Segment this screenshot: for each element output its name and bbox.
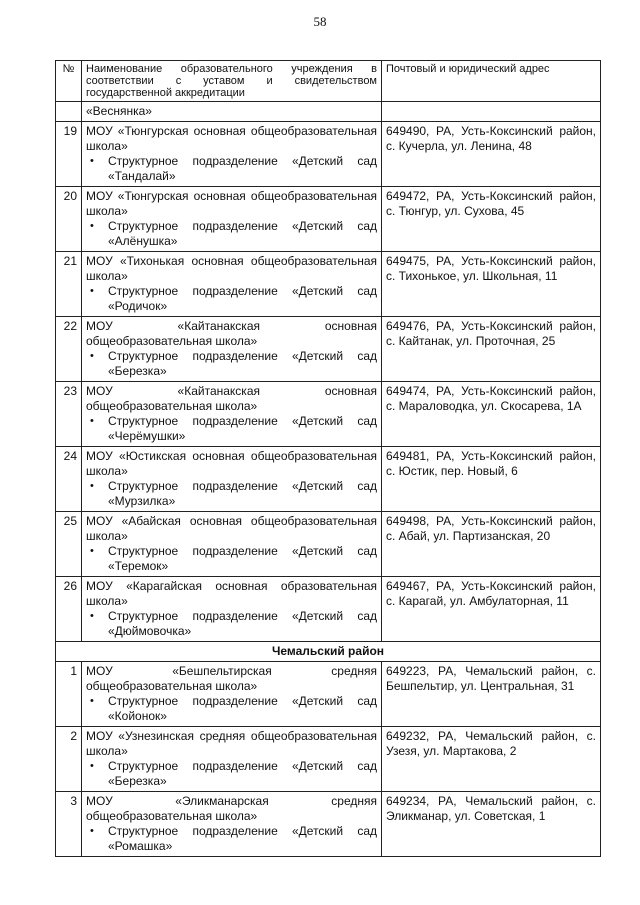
subdivision <box>86 284 377 314</box>
subdivision-text: Структурное подразделение «Детский сад «Тандалай» <box>108 154 377 183</box>
table-row <box>56 512 601 577</box>
bullet-icon: • <box>90 825 94 837</box>
row-number: 22 <box>56 317 82 382</box>
address-cell: 649498, РА, Усть-Коксинский район, с. Абай, ул. Партизанская, 20 <box>382 512 601 577</box>
institution-cell <box>82 187 382 252</box>
table-row <box>56 727 601 792</box>
subdivision <box>86 824 377 854</box>
row-number: 21 <box>56 252 82 317</box>
continuation-text: «Веснянка» <box>82 102 382 122</box>
institution-cell <box>82 317 382 382</box>
institution-cell <box>82 727 382 792</box>
subdivision <box>86 544 377 574</box>
institution-name: МОУ «Кайтанакская основная общеобразовательная школа» <box>86 384 377 413</box>
address-cell: 649490, РА, Усть-Коксинский район, с. Кучерла, ул. Ленина, 48 <box>382 122 601 187</box>
row-number: 2 <box>56 727 82 792</box>
address-cell: 649476, РА, Усть-Коксинский район, с. Кайтанак, ул. Проточная, 25 <box>382 317 601 382</box>
subdivision <box>86 759 377 789</box>
subdivision-text: Структурное подразделение «Детский сад «Койонок» <box>108 694 377 723</box>
subdivision-text: Структурное подразделение «Детский сад «Березка» <box>108 759 377 788</box>
table-header-row <box>56 61 601 102</box>
subdivision-text: Структурное подразделение «Детский сад «Мурзилка» <box>108 479 377 508</box>
header-address: Почтовый и юридический адрес <box>382 61 601 102</box>
subdivision <box>86 219 377 249</box>
row-number: 1 <box>56 662 82 727</box>
table-body-ust-koksa <box>56 102 601 642</box>
subdivision <box>86 414 377 444</box>
table-row <box>56 317 601 382</box>
table-row <box>56 792 601 857</box>
address-cell: 649234, РА, Чемальский район, с. Эликманар, ул. Советская, 1 <box>382 792 601 857</box>
address-cell: 649474, РА, Усть-Коксинский район, с. Мараловодка, ул. Скосарева, 1А <box>382 382 601 447</box>
address-cell: 649467, РА, Усть-Коксинский район, с. Карагай, ул. Амбулаторная, 11 <box>382 577 601 642</box>
header-num: № <box>56 61 82 102</box>
institutions-table <box>55 60 601 857</box>
table-row <box>56 577 601 642</box>
address-cell: 649223, РА, Чемальский район, с. Бешпельтир, ул. Центральная, 31 <box>382 662 601 727</box>
institution-name: МОУ «Тюнгурская основная общеобразовательная школа» <box>86 124 377 153</box>
institution-cell <box>82 577 382 642</box>
subdivision-text: Структурное подразделение «Детский сад «Березка» <box>108 349 377 378</box>
institution-name: МОУ «Карагайская основная образовательная школа» <box>86 579 377 608</box>
table-row <box>56 187 601 252</box>
row-number: 25 <box>56 512 82 577</box>
bullet-icon: • <box>90 415 94 427</box>
row-number: 3 <box>56 792 82 857</box>
row-number: 26 <box>56 577 82 642</box>
table-row <box>56 252 601 317</box>
bullet-icon: • <box>90 480 94 492</box>
header-name: Наименование образовательного учреждения в соответствии с уставом и свидетельством государственной аккредитации <box>82 61 382 102</box>
institution-name: МОУ «Абайская основная общеобразовательная школа» <box>86 514 377 543</box>
institution-name: МОУ «Эликманарская средняя общеобразовательная школа» <box>86 794 377 823</box>
institution-cell <box>82 252 382 317</box>
subdivision <box>86 349 377 379</box>
institution-name: МОУ «Кайтанакская основная общеобразовательная школа» <box>86 319 377 348</box>
bullet-icon: • <box>90 610 94 622</box>
bullet-icon: • <box>90 155 94 167</box>
subdivision <box>86 154 377 184</box>
institution-cell <box>82 512 382 577</box>
bullet-icon: • <box>90 350 94 362</box>
subdivision <box>86 609 377 639</box>
institution-name: МОУ «Тихонькая основная общеобразовательная школа» <box>86 254 377 283</box>
address-cell: 649472, РА, Усть-Коксинский район, с. Тюнгур, ул. Сухова, 45 <box>382 187 601 252</box>
address-cell: 649475, РА, Усть-Коксинский район, с. Тихонькое, ул. Школьная, 11 <box>382 252 601 317</box>
district-heading: Чемальский район <box>56 642 601 662</box>
row-number: 20 <box>56 187 82 252</box>
continuation-row <box>56 102 601 122</box>
subdivision-text: Структурное подразделение «Детский сад «Родичок» <box>108 284 377 313</box>
table-row <box>56 382 601 447</box>
institution-cell <box>82 122 382 187</box>
institution-name: МОУ «Тюнгурская основная общеобразовательная школа» <box>86 189 377 218</box>
institution-name: МОУ «Юстикская основная общеобразовательная школа» <box>86 449 377 478</box>
subdivision <box>86 479 377 509</box>
district-section <box>56 642 601 662</box>
subdivision-text: Структурное подразделение «Детский сад «Черёмушки» <box>108 414 377 443</box>
address-cell: 649481, РА, Усть-Коксинский район, с. Юстик, пер. Новый, 6 <box>382 447 601 512</box>
subdivision <box>86 694 377 724</box>
institution-name: МОУ «Узнезинская средняя общеобразовательная школа» <box>86 729 377 758</box>
bullet-icon: • <box>90 545 94 557</box>
district-row <box>56 642 601 662</box>
table-body-chemal <box>56 662 601 857</box>
table-row <box>56 122 601 187</box>
row-number: 24 <box>56 447 82 512</box>
subdivision-text: Структурное подразделение «Детский сад «Теремок» <box>108 544 377 573</box>
institution-cell <box>82 447 382 512</box>
bullet-icon: • <box>90 220 94 232</box>
row-number: 19 <box>56 122 82 187</box>
bullet-icon: • <box>90 695 94 707</box>
institution-cell <box>82 382 382 447</box>
address-cell: 649232, РА, Чемальский район, с. Узезя, ул. Мартакова, 2 <box>382 727 601 792</box>
subdivision-text: Структурное подразделение «Детский сад «Дюймовочка» <box>108 609 377 638</box>
table-row <box>56 662 601 727</box>
row-number: 23 <box>56 382 82 447</box>
page-number: 58 <box>313 14 327 29</box>
subdivision-text: Структурное подразделение «Детский сад «Алёнушка» <box>108 219 377 248</box>
institution-cell <box>82 662 382 727</box>
table-row <box>56 447 601 512</box>
bullet-icon: • <box>90 760 94 772</box>
bullet-icon: • <box>90 285 94 297</box>
institution-cell <box>82 792 382 857</box>
subdivision-text: Структурное подразделение «Детский сад «Ромашка» <box>108 824 377 853</box>
institution-name: МОУ «Бешпельтирская средняя общеобразовательная школа» <box>86 664 377 693</box>
